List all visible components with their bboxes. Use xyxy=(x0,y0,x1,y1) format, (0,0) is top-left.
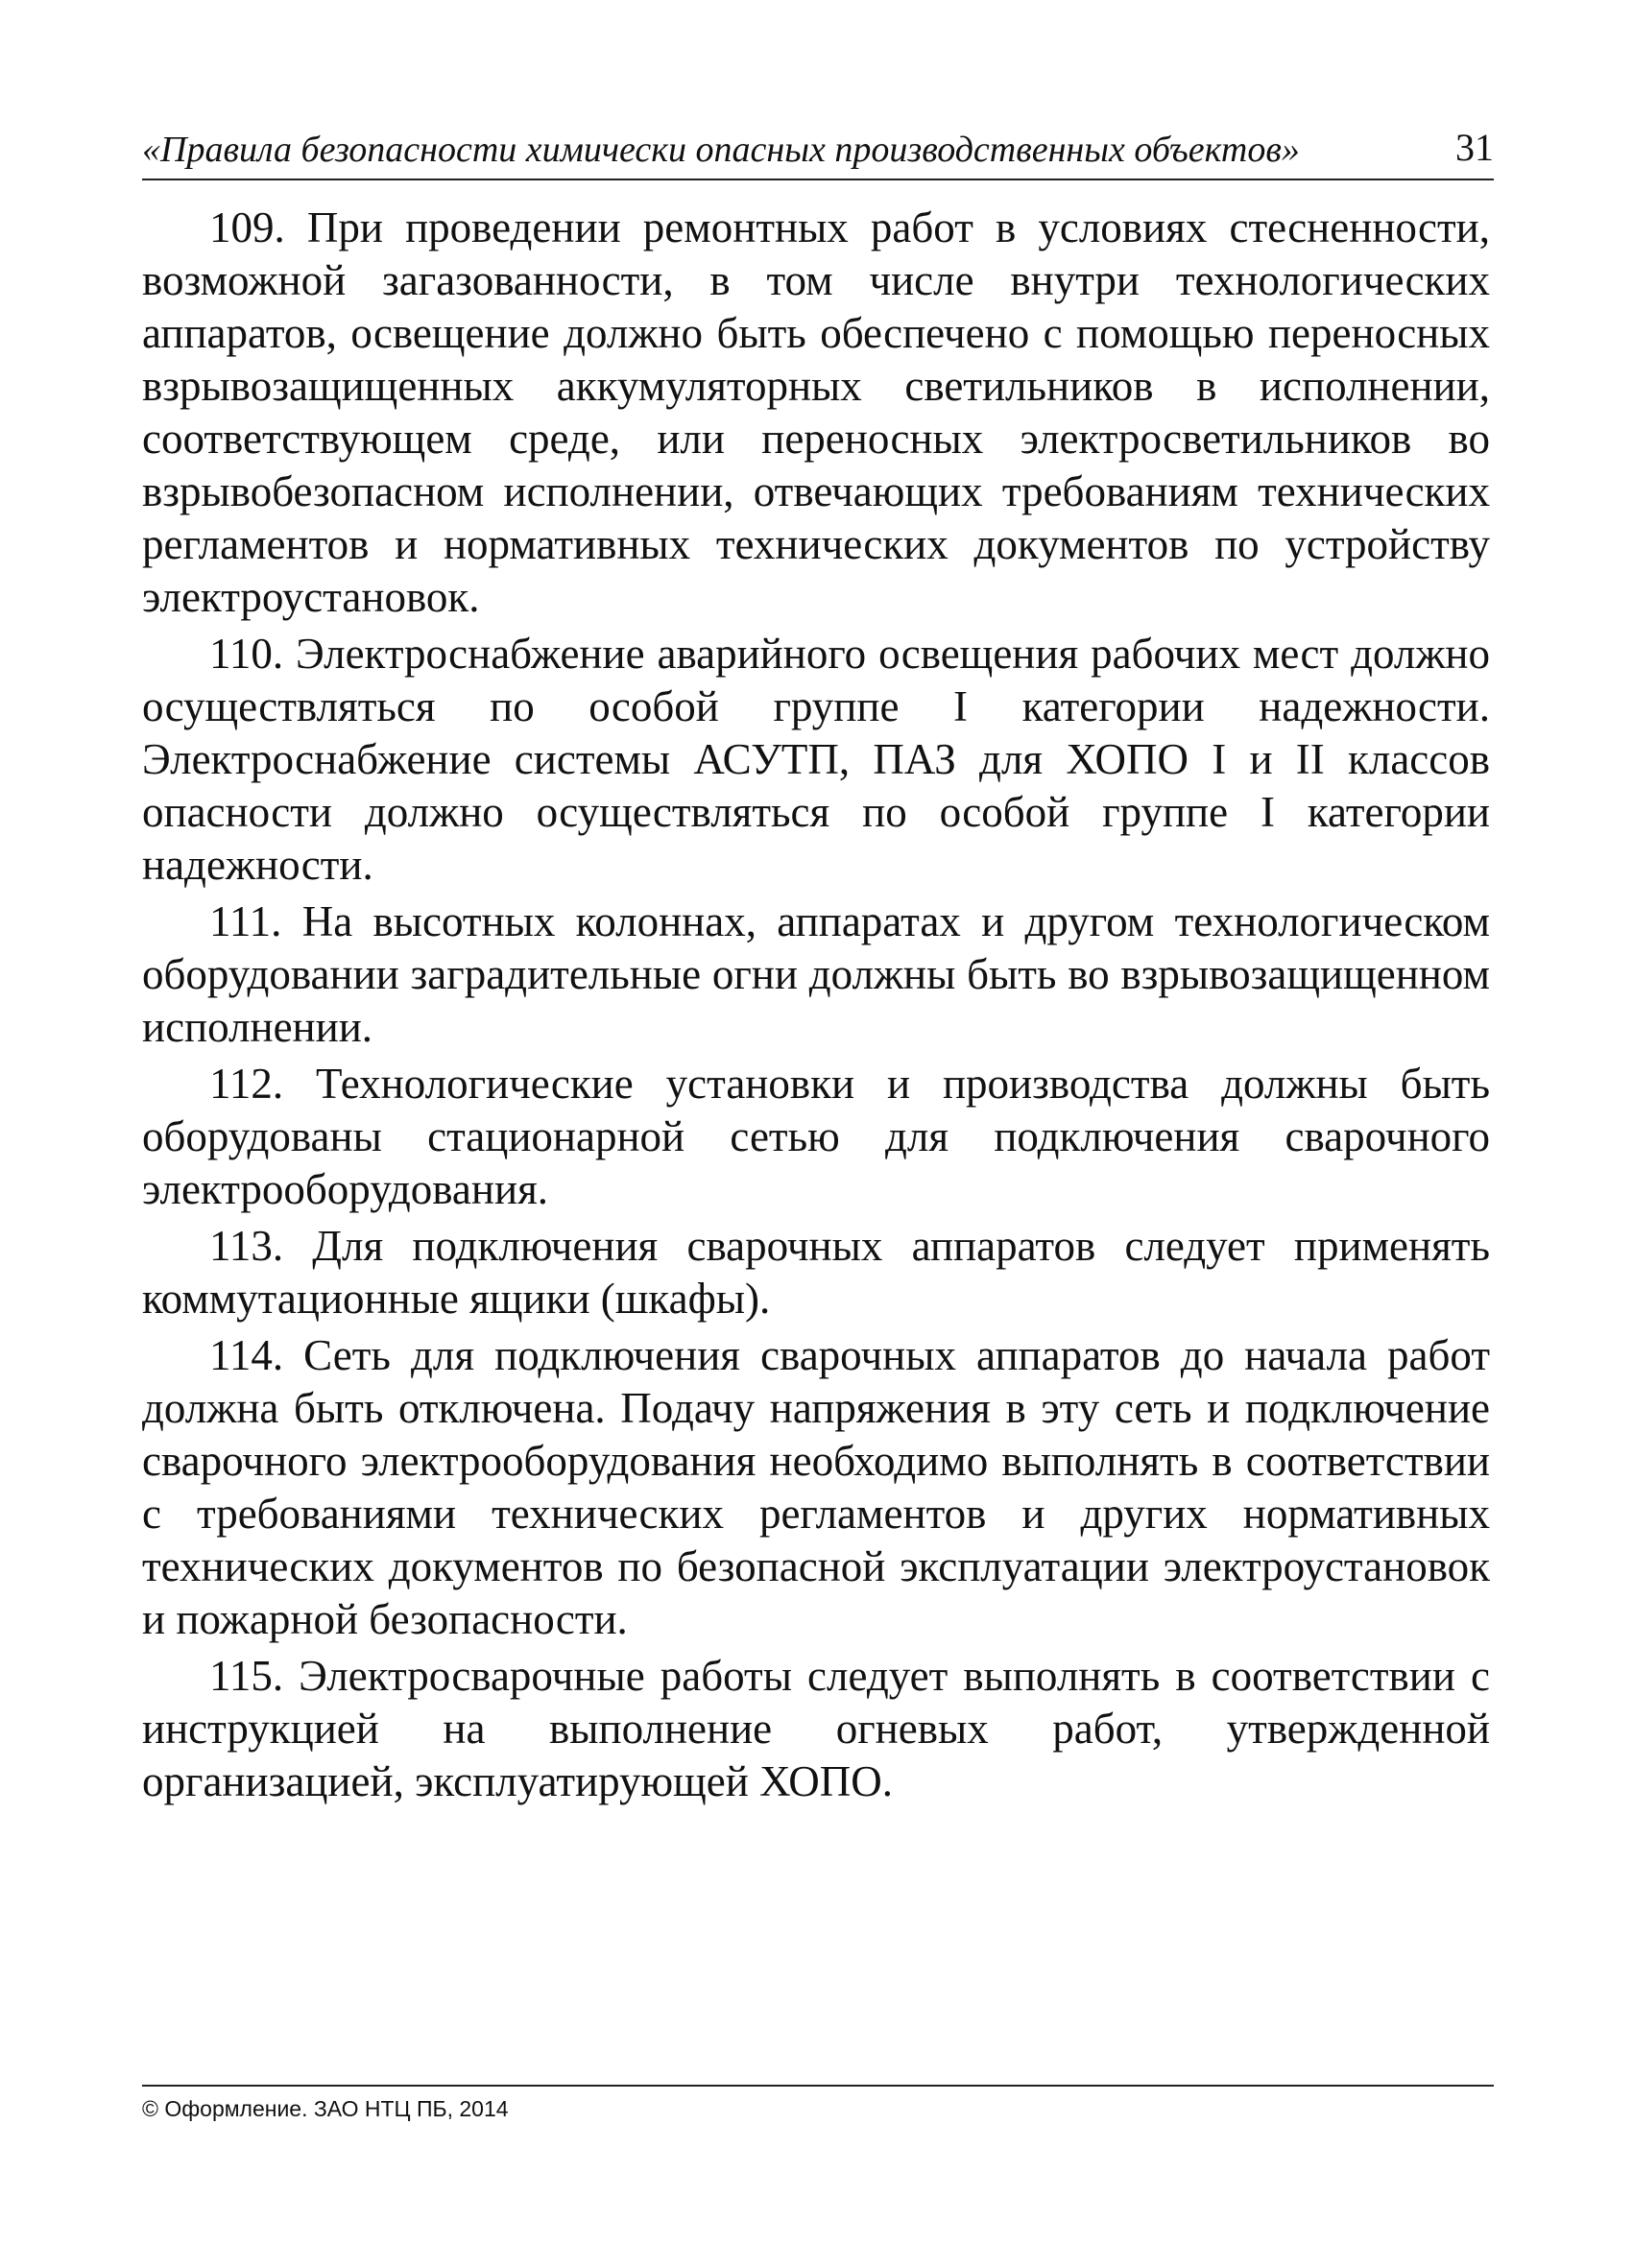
paragraph-110: 110. Электроснабжение аварийного освещения рабочих мест должно осуществляться по особой группе I категории надежности. Электроснабжение системы АСУТП, ПАЗ для ХОПО I и II классов опасности должно осуществляться по особой группе I категории надежности. xyxy=(142,630,1490,889)
paragraph-112: 112. Технологические установки и производства должны быть оборудованы стационарной сетью для подключения сварочного электрооборудования. xyxy=(142,1060,1490,1213)
document-title: «Правила безопасности химически опасных производственных объектов» xyxy=(142,130,1300,170)
page-footer xyxy=(142,2085,1494,2122)
page-body xyxy=(142,202,1490,1812)
paragraph-109: 109. При проведении ремонтных работ в условиях стесненности, возможной загазованности, в том числе внутри технологических аппаратов, освещение должно быть обеспечено с помощью переносных взрывозащищенных аккумуляторных светильников в исполнении, соответствующем среде, или переносных электросветильников во взрывобезопасном исполнении, отвечающих требованиям технических регламентов и нормативных технических документов по устройству электроустановок. xyxy=(142,203,1490,621)
page-number: 31 xyxy=(1455,126,1494,169)
running-header xyxy=(142,123,1494,180)
paragraph-114: 114. Сеть для подключения сварочных аппаратов до начала работ должна быть отключена. Подачу напряжения в эту сеть и подключение сварочного электрооборудования необходимо выполнять в соответствии с требованиями технических регламентов и других нормативных технических документов по безопасной эксплуатации электроустановок и пожарной безопасности. xyxy=(142,1331,1490,1643)
copyright-notice: © Оформление. ЗАО НТЦ ПБ, 2014 xyxy=(142,2096,509,2121)
paragraph-115: 115. Электросварочные работы следует выполнять в соответствии с инструкцией на выполнение огневых работ, утвержденной организацией, эксплуатирующей ХОПО. xyxy=(142,1652,1490,1805)
paragraph-111: 111. На высотных колоннах, аппаратах и другом технологическом оборудовании заградительные огни должны быть во взрывозащищенном исполнении. xyxy=(142,897,1490,1051)
paragraph-113: 113. Для подключения сварочных аппаратов следует применять коммутационные ящики (шкафы). xyxy=(142,1222,1490,1323)
